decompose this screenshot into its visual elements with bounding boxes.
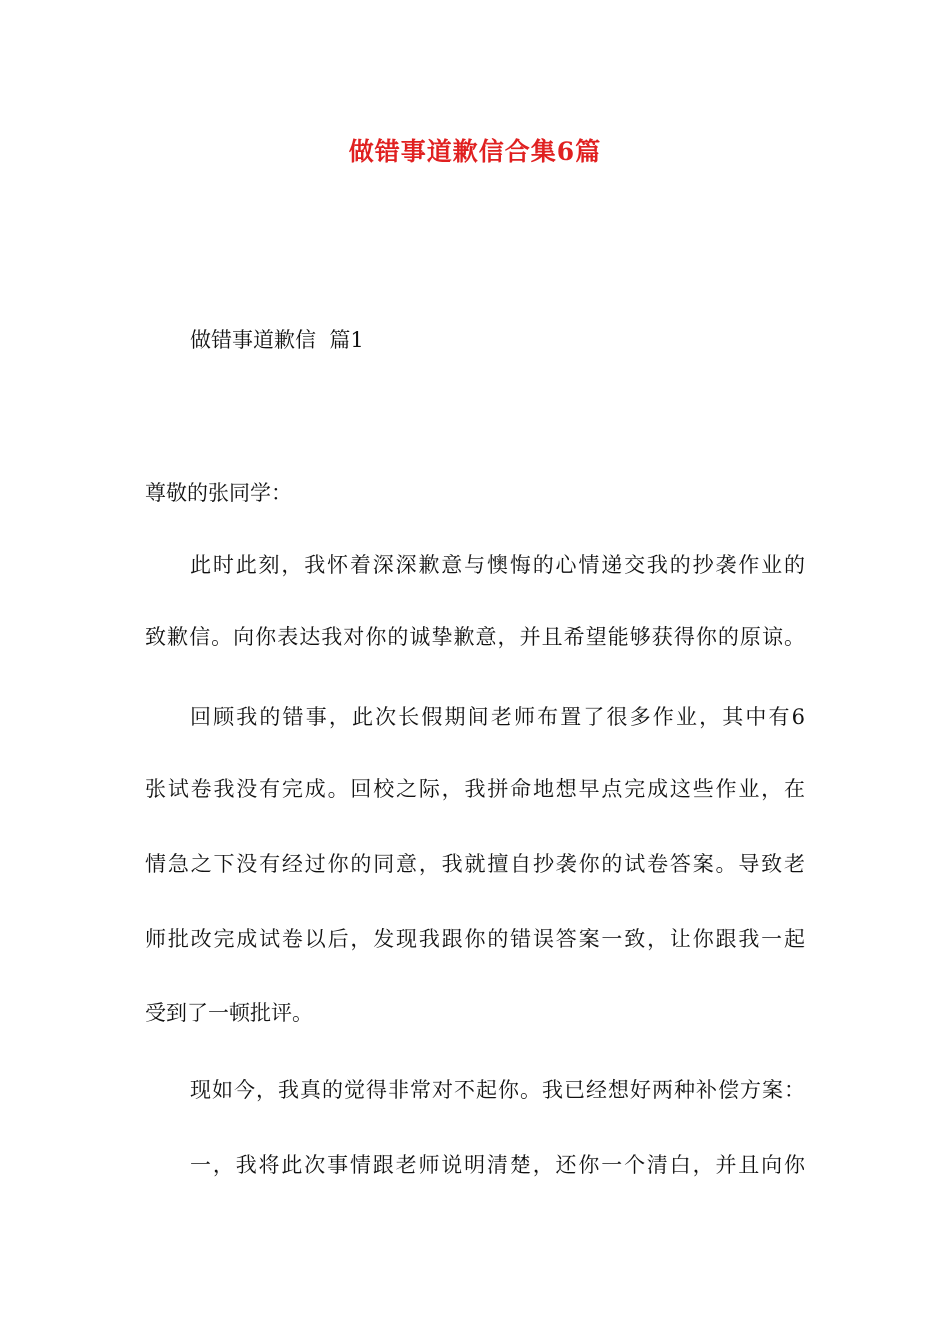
paragraph-line: 回顾我的错事，此次长假期间老师布置了很多作业，其中有6 [190,705,805,729]
paragraph-line: 张试卷我没有完成。回校之际，我拼命地想早点完成这些作业，在 [145,777,805,801]
document-title: 做错事道歉信合集6篇 [348,137,602,166]
paragraph-line: 此时此刻，我怀着深深歉意与懊悔的心情递交我的抄袭作业的 [190,553,805,577]
paragraph-line: 情急之下没有经过你的同意，我就擅自抄袭你的试卷答案。导致老 [145,852,805,876]
paragraph-line: 受到了一顿批评。 [145,1001,313,1025]
paragraph-line: 师批改完成试卷以后，发现我跟你的错误答案一致，让你跟我一起 [145,927,805,951]
paragraph-line: 现如今，我真的觉得非常对不起你。我已经想好两种补偿方案： [190,1078,805,1102]
paragraph-line: 一，我将此次事情跟老师说明清楚，还你一个清白，并且向你 [190,1153,805,1177]
salutation: 尊敬的张同学： [145,481,292,505]
section-heading: 做错事道歉信 篇1 [190,328,364,352]
paragraph-line: 致歉信。向你表达我对你的诚挚歉意，并且希望能够获得你的原谅。 [145,625,805,649]
